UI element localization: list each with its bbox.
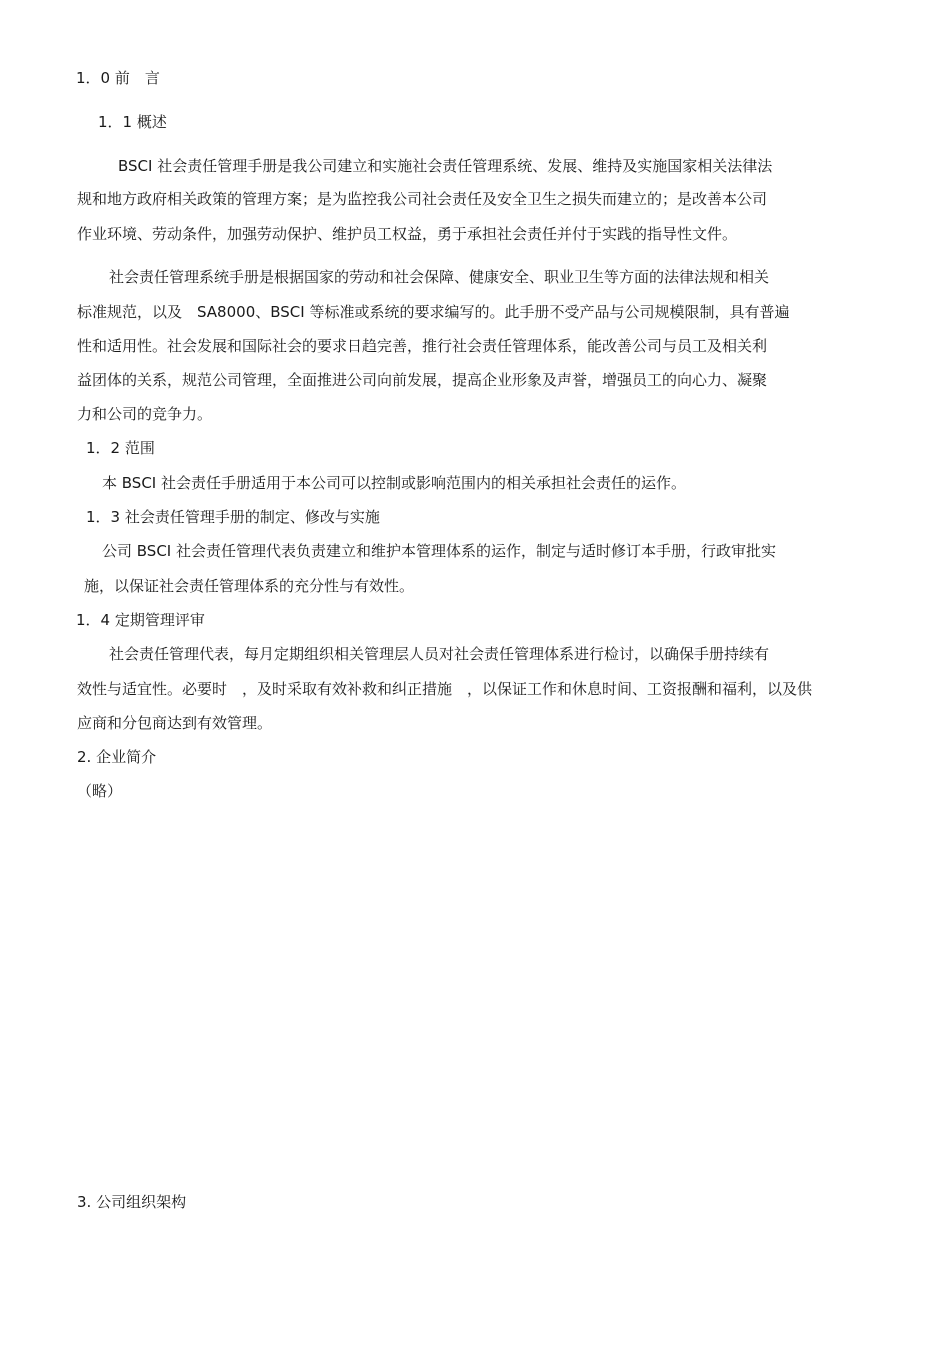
overview-para2-line3: 性和适用性。社会发展和国际社会的要求日趋完善，推行社会责任管理体系，能改善公司与员工及相关利 [77,337,768,355]
overview-para2-line5: 力和公司的竞争力。 [77,405,213,423]
heading-overview: 1．1 概述 [98,113,167,131]
heading-periodic-review: 1．4 定期管理评审 [76,611,205,629]
heading-preface: 1．0 前 言 [76,69,160,87]
review-line3: 应商和分包商达到有效管理。 [77,714,273,732]
heading-scope: 1．2 范围 [86,439,155,457]
heading-company-profile: 2. 企业简介 [77,748,157,766]
scope-text: 本 BSCI 社会责任手册适用于本公司可以控制或影响范围内的相关承担社会责任的运作。 [102,474,686,492]
formulation-line1: 公司 BSCI 社会责任管理代表负责建立和维护本管理体系的运作，制定与适时修订本手册，行政审批实 [102,542,776,560]
heading-manual-formulation: 1．3 社会责任管理手册的制定、修改与实施 [86,508,380,526]
overview-para2-line1: 社会责任管理系统手册是根据国家的劳动和社会保障、健康安全、职业卫生等方面的法律法规和相关 [109,268,770,286]
overview-para1-line1: BSCI 社会责任管理手册是我公司建立和实施社会责任管理系统、发展、维持及实施国家相关法律法 [118,157,773,175]
overview-para1-line3: 作业环境、劳动条件，加强劳动保护、维护员工权益，勇于承担社会责任并付于实践的指导性文件。 [77,225,738,243]
review-line2: 效性与适宜性。必要时 ，及时采取有效补救和纠正措施 ，以保证工作和休息时间、工资报酬和福利，以及供 [77,680,813,698]
formulation-line2: 施，以保证社会责任管理体系的充分性与有效性。 [84,577,415,595]
heading-org-structure: 3. 公司组织架构 [77,1193,187,1211]
overview-para2-line2: 标准规范，以及 SA8000、BSCI 等标准或系统的要求编写的。此手册不受产品与公司规模限制，具有普遍 [77,303,790,321]
overview-para1-line2: 规和地方政府相关政策的管理方案；是为监控我公司社会责任及安全卫生之损失而建立的；是改善本公司 [77,190,768,208]
overview-para2-line4: 益团体的关系，规范公司管理，全面推进公司向前发展，提高企业形象及声誉，增强员工的向心力、凝聚 [77,371,768,389]
company-profile-omitted: （略） [77,782,123,800]
review-line1: 社会责任管理代表，每月定期组织相关管理层人员对社会责任管理体系进行检讨，以确保手册持续有 [109,645,770,663]
